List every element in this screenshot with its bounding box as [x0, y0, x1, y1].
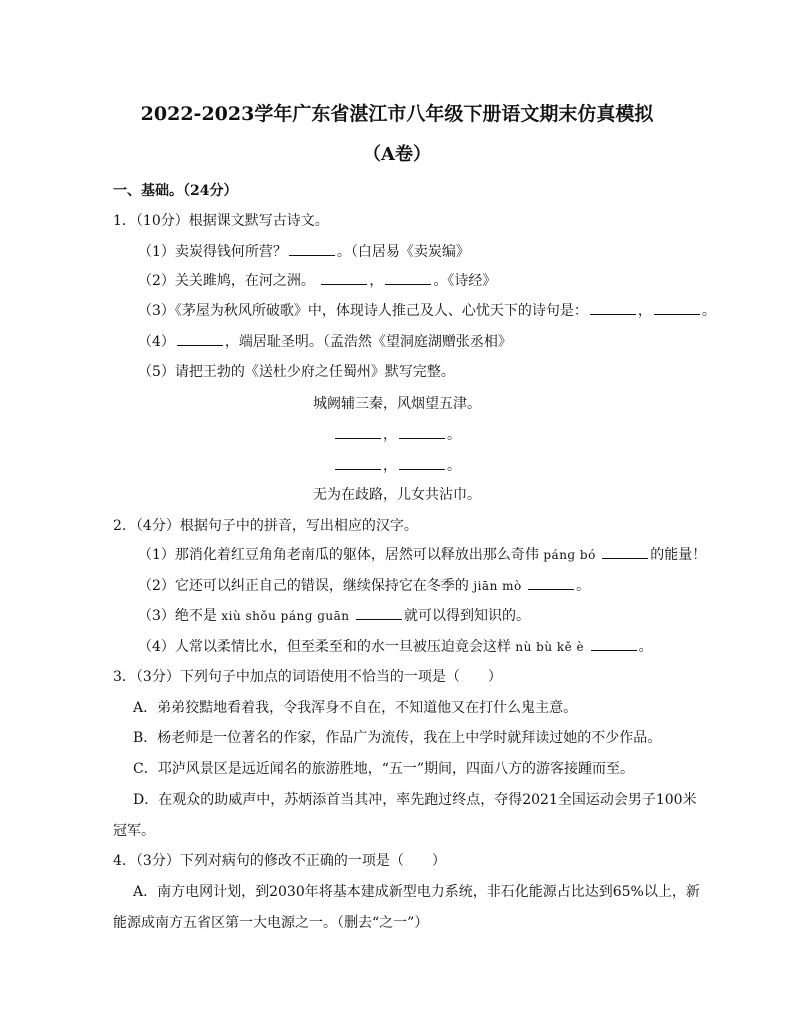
poem-line-2-sep: ， [383, 427, 397, 443]
q4-option-a[interactable]: A．南方电网计划，到2030年将基本建成新型电力系统，非石化能源占比达到65%以上，新 [133, 884, 700, 900]
question-3-stem: 3．（3分）下列句子中加点的词语使用不恰当的一项是（ ） [113, 669, 502, 685]
pinyin-text: xiù shǒu pánɡ ɡuān [221, 609, 350, 623]
q1-item-2-mid: ， [369, 273, 384, 289]
q2-item-3 [138, 606, 530, 626]
answer-blank[interactable] [335, 457, 381, 470]
answer-blank[interactable] [385, 272, 431, 285]
q1-item-3 [138, 301, 716, 321]
answer-blank[interactable] [591, 638, 637, 651]
answer-blank[interactable] [399, 426, 445, 439]
exam-subtitle: （A卷） [363, 144, 431, 165]
q3-option-c[interactable]: C．邛泸风景区是远近闻名的旅游胜地，“五一”期间，四面八方的游客接踵而至。 [133, 761, 635, 777]
q3-option-b[interactable]: B．杨老师是一位著名的作家，作品广为流传，我在上中学时就拜读过她的不少作品。 [133, 730, 662, 746]
poem-line-3-end: 。 [447, 458, 461, 474]
answer-blank[interactable] [289, 243, 335, 256]
q1-item-1-post: 。（白居易《卖炭编》 [336, 244, 470, 260]
q3-option-d[interactable]: D．在观众的助威声中，苏炳添首当其冲，率先跑过终点，夺得2021全国运动会男子100米 [133, 792, 697, 808]
answer-blank[interactable] [528, 577, 574, 590]
answer-blank[interactable] [335, 426, 381, 439]
question-4-stem: 4．（3分）下列对病句的修改不正确的一项是（ ） [113, 853, 446, 869]
answer-blank[interactable] [590, 302, 636, 315]
poem-line-3-sep: ， [383, 458, 397, 474]
q2-item-4-pre: （4）人常以柔情比水，但至柔至和的水一旦被压迫竟会这样 [138, 639, 511, 655]
poem-line-2 [0, 425, 794, 445]
pinyin-text: jiān mò [473, 579, 522, 593]
answer-blank[interactable] [399, 457, 445, 470]
q1-item-4 [138, 332, 512, 352]
q2-item-1-post: 的能量！ [650, 547, 707, 563]
answer-blank[interactable] [356, 607, 402, 620]
q1-item-3-post: 。 [701, 303, 716, 319]
section-heading: 一、基础。（24分） [113, 183, 238, 199]
q1-item-1-pre: （1）卖炭得钱何所营？ [138, 244, 287, 260]
question-2-stem: 2．（4分）根据句子中的拼音，写出相应的汉字。 [113, 518, 418, 534]
q1-item-1 [138, 242, 470, 262]
q1-item-2-pre: （2）关关雎鸠，在河之洲。 [138, 273, 315, 289]
q3-option-a[interactable]: A．弟弟狡黠地看着我，令我浑身不自在，不知道他又在打什么鬼主意。 [133, 700, 578, 716]
q1-item-2-post: 。《诗经》 [433, 273, 497, 289]
q2-item-2 [138, 576, 590, 596]
q2-item-3-pre: （3）绝不是 [138, 608, 217, 624]
q1-item-3-pre: （3）《茅屋为秋风所破歌》中，体现诗人推己及人、心忧天下的诗句是： [138, 303, 588, 319]
q2-item-3-post: 就可以得到知识的。 [403, 608, 530, 624]
q2-item-4 [138, 637, 653, 657]
q2-item-1 [138, 545, 706, 565]
answer-blank[interactable] [654, 302, 700, 315]
exam-title: 2022-2023学年广东省湛江市八年级下册语文期末仿真模拟 [140, 103, 654, 125]
q1-item-2 [138, 271, 496, 291]
answer-blank[interactable] [602, 546, 648, 559]
poem-line-3 [0, 456, 794, 476]
q2-item-2-pre: （2）它还可以纠正自己的错误，继续保持它在冬季的 [138, 578, 469, 594]
q2-item-4-post: 。 [638, 639, 653, 655]
poem-line-2-end: 。 [447, 427, 461, 443]
poem-line-4: 无为在歧路，儿女共沾巾。 [313, 487, 481, 503]
q1-item-4-pre: （4） [138, 334, 175, 350]
q3-option-d-continued: 冠军。 [113, 823, 155, 839]
question-1-stem: 1．（10分）根据课文默写古诗文。 [113, 213, 329, 229]
answer-blank[interactable] [321, 272, 367, 285]
q4-option-a-continued: 能源成南方五省区第一大电源之一。（删去“之一”） [113, 915, 429, 931]
q2-item-1-pre: （1）那消化着红豆角角老南瓜的躯体，居然可以释放出那么奇伟 [138, 547, 539, 563]
q1-item-5: （5）请把王勃的《送杜少府之任蜀州》默写完整。 [138, 364, 455, 380]
q1-item-3-mid: ， [637, 303, 652, 319]
poem-line-1: 城阙辅三秦，风烟望五津。 [313, 396, 481, 412]
pinyin-text: pánɡ bó [543, 548, 596, 562]
q1-item-4-post: ，端居耻圣明。（孟浩然《望洞庭湖赠张丞相》 [224, 334, 512, 350]
q2-item-2-post: 。 [576, 578, 591, 594]
pinyin-text: nù bù kě è [515, 640, 585, 654]
answer-blank[interactable] [177, 333, 223, 346]
